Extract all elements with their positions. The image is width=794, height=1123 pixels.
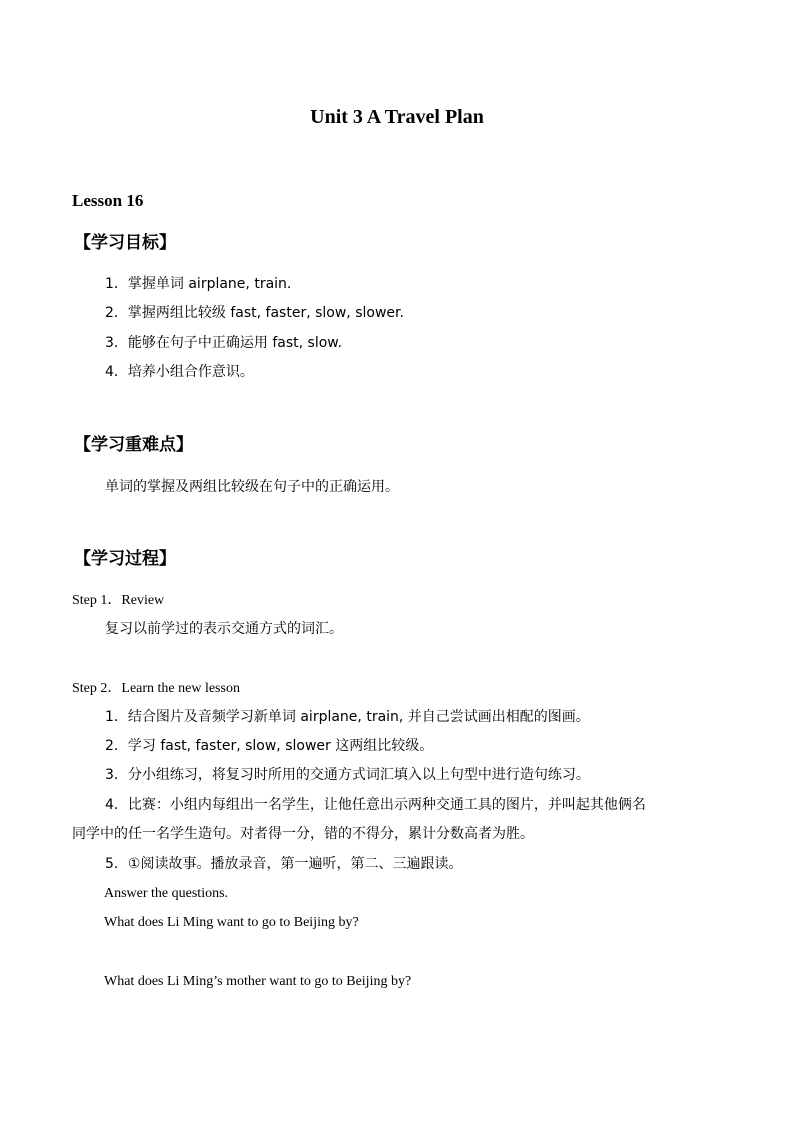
document-title: Unit 3 A Travel Plan: [310, 106, 484, 128]
answer-prompt: Answer the questions.: [104, 886, 229, 901]
objective-item-4: 4．培养小组合作意识。: [105, 364, 254, 380]
objective-item-1: 1．掌握单词 airplane, train.: [105, 276, 292, 292]
question-1: What does Li Ming want to go to Beijing by?: [104, 915, 359, 930]
process-heading: 【学习过程】: [74, 549, 176, 569]
step2-label: Step 2．Learn the new lesson: [72, 681, 240, 696]
objectives-heading: 【学习目标】: [74, 233, 176, 253]
step2-item-4-continued: 同学中的任一名学生造句。对者得一分，错的不得分，累计分数高者为胜。: [72, 826, 534, 842]
key-points-heading: 【学习重难点】: [74, 435, 193, 455]
key-points-text: 单词的掌握及两组比较级在句子中的正确运用。: [105, 479, 399, 495]
objective-item-3: 3．能够在句子中正确运用 fast, slow.: [105, 335, 342, 351]
step1-label: Step 1．Review: [72, 593, 165, 608]
lesson-heading: Lesson 16: [72, 191, 144, 210]
step2-item-5: 5．①阅读故事。播放录音，第一遍听，第二、三遍跟读。: [105, 856, 463, 872]
step2-item-2: 2．学习 fast, faster, slow, slower 这两组比较级。: [105, 738, 434, 754]
question-2: What does Li Ming’s mother want to go to Beijing by?: [104, 974, 412, 989]
step2-item-3: 3．分小组练习，将复习时所用的交通方式词汇填入以上句型中进行造句练习。: [105, 767, 590, 783]
step2-item-4: 4．比赛：小组内每组出一名学生，让他任意出示两种交通工具的图片，并叫起其他俩名: [105, 797, 646, 813]
step2-item-1: 1．结合图片及音频学习新单词 airplane, train, 并自己尝试画出相配的图画。: [105, 709, 590, 725]
step1-text: 复习以前学过的表示交通方式的词汇。: [105, 621, 343, 637]
objective-item-2: 2．掌握两组比较级 fast, faster, slow, slower.: [105, 305, 404, 321]
